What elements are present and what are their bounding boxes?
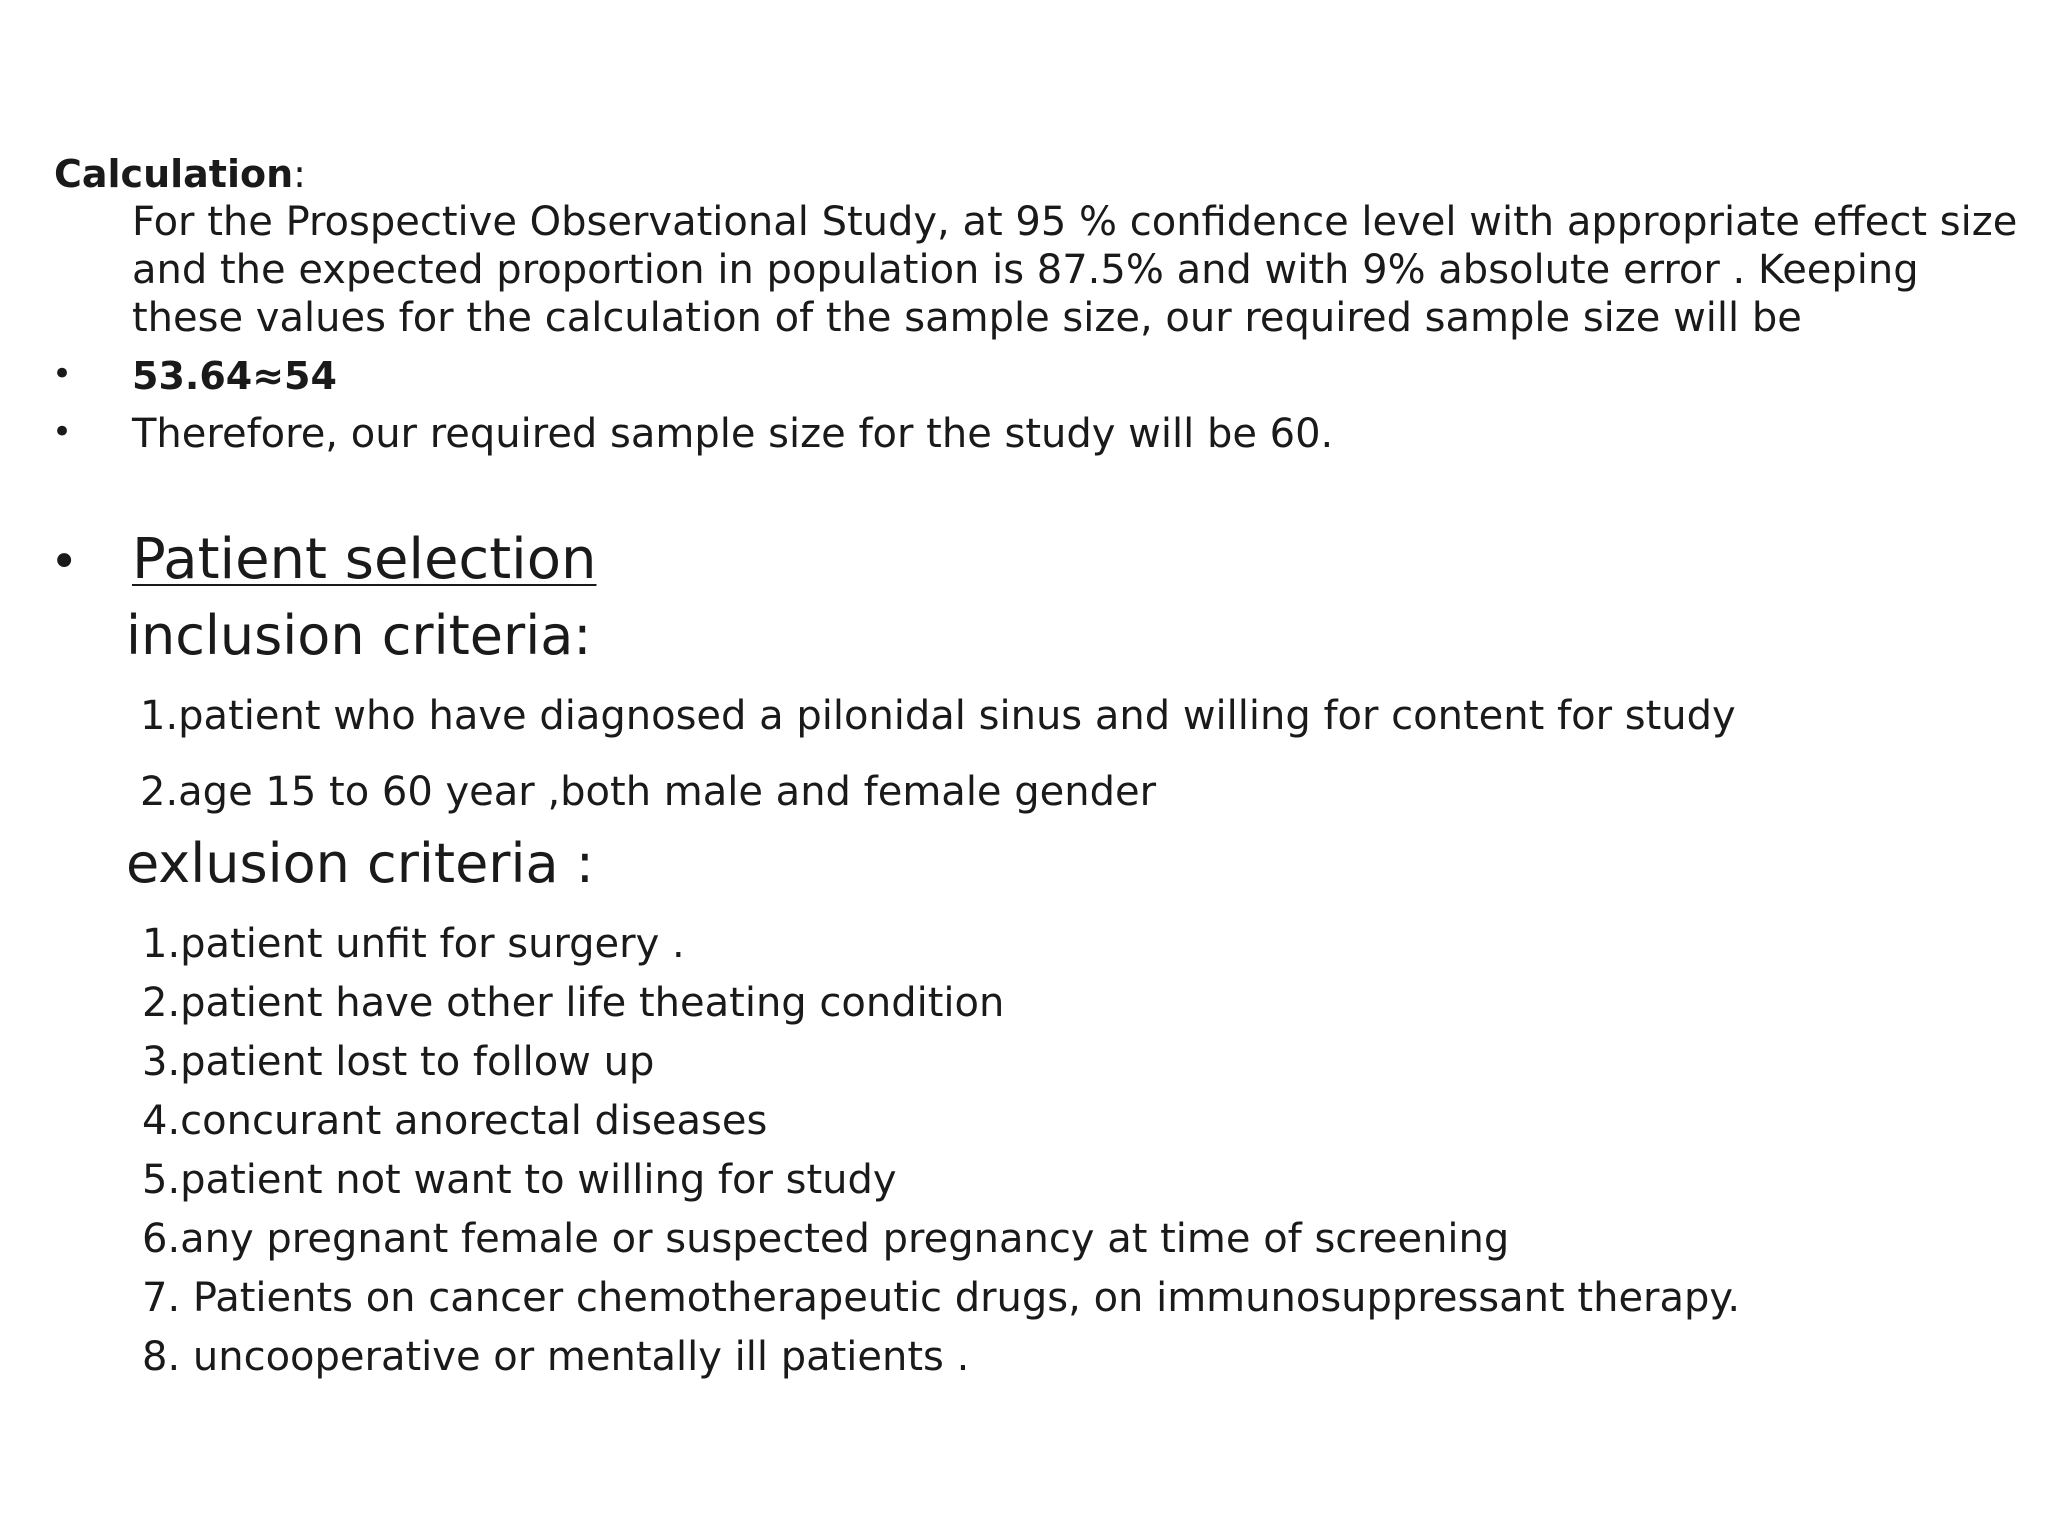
inclusion-item: 1.patient who have diagnosed a pilonidal sinus and willing for content for study (140, 693, 1736, 739)
inclusion-item: 2.age 15 to 60 year ,both male and female gender (140, 769, 1157, 815)
exclusion-item: 4.concurant anorectal diseases (142, 1098, 768, 1144)
inclusion-criteria-heading: inclusion criteria: (126, 604, 592, 667)
bullet-icon: • (52, 354, 73, 394)
calculation-heading-label: Calculation (54, 152, 294, 196)
exclusion-item: 6.any pregnant female or suspected pregnancy at time of screening (142, 1216, 1510, 1262)
calculation-paragraph (132, 198, 2018, 342)
calculation-line: For the Prospective Observational Study, at 95 % confidence level with appropriate effect size (132, 199, 2018, 245)
exclusion-item: 1.patient unfit for surgery . (142, 921, 685, 967)
exclusion-criteria-heading: exlusion criteria : (126, 832, 594, 895)
bullet-icon: • (52, 412, 73, 452)
exclusion-item: 3.patient lost to follow up (142, 1039, 655, 1085)
calculation-line: and the expected proportion in population is 87.5% and with 9% absolute error . Keeping (132, 247, 1919, 293)
exclusion-item: 7. Patients on cancer chemotherapeutic drugs, on immunosuppressant therapy. (142, 1275, 1741, 1321)
exclusion-item: 5.patient not want to willing for study (142, 1157, 897, 1203)
exclusion-item: 2.patient have other life theating condition (142, 980, 1005, 1026)
bullet-icon: • (50, 534, 79, 590)
patient-selection-title: Patient selection (132, 527, 597, 592)
calculation-heading (54, 150, 306, 198)
exclusion-list (142, 920, 1740, 1392)
sample-size-result: 53.64≈54 (132, 354, 337, 398)
calculation-heading-colon: : (293, 152, 306, 196)
calculation-line: these values for the calculation of the sample size, our required sample size will be (132, 295, 1802, 341)
exclusion-item: 8. uncooperative or mentally ill patients . (142, 1334, 970, 1380)
sample-size-conclusion: Therefore, our required sample size for the study will be 60. (132, 411, 1334, 457)
